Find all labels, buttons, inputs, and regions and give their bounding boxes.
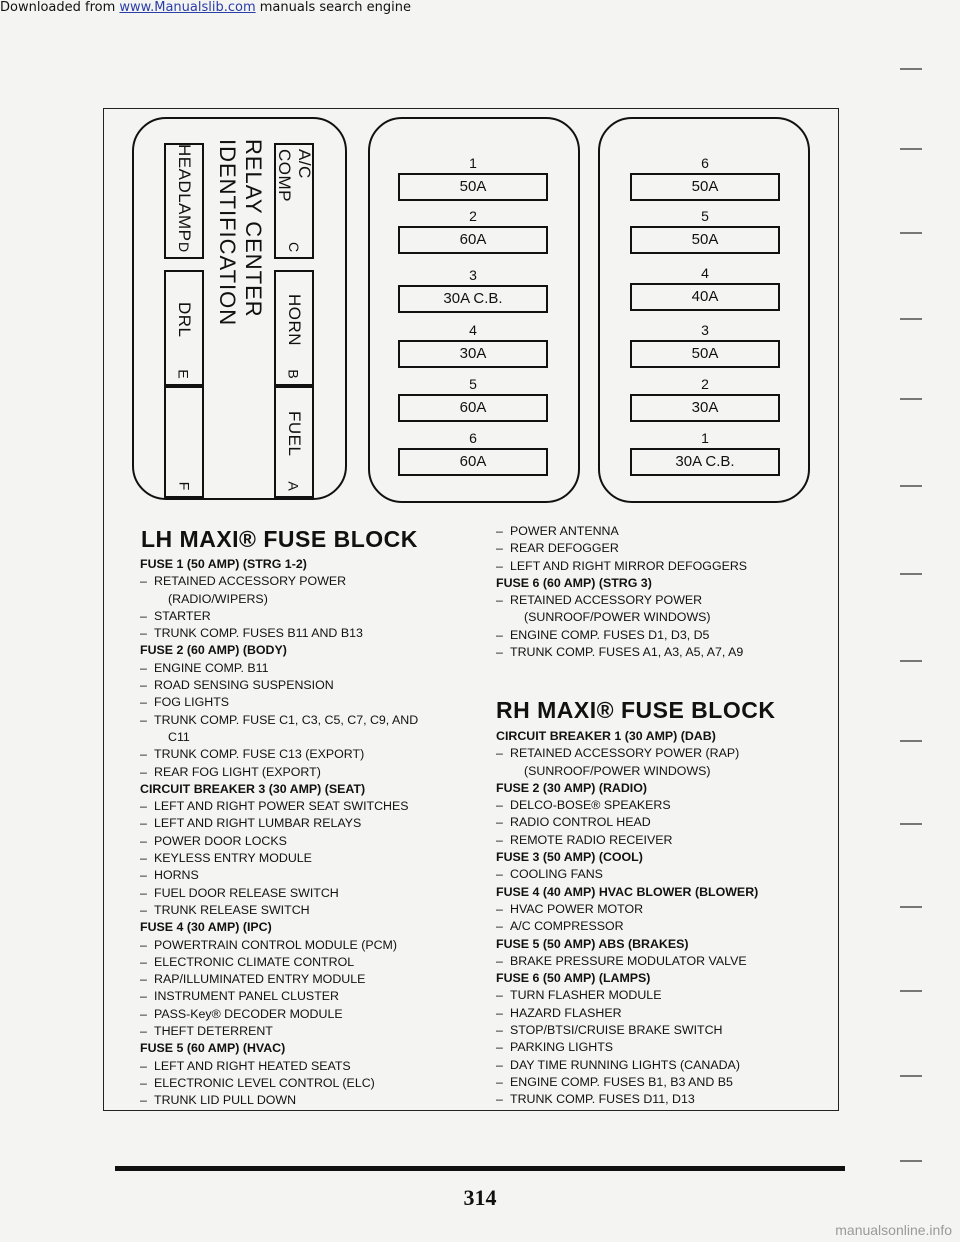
- fuse-number: 5: [701, 208, 709, 224]
- circuit-item: – LEFT AND RIGHT HEATED SEATS: [140, 1058, 485, 1075]
- circuit-item: – TRUNK COMP. FUSE C1, C3, C5, C7, C9, AND: [140, 712, 485, 729]
- page-number: 314: [463, 1185, 497, 1210]
- fuse-heading: FUSE 2 (60 AMP) (BODY): [140, 643, 287, 658]
- tick-mark: [900, 823, 922, 825]
- fuse-number: 3: [701, 322, 709, 338]
- circuit-item: – REAR FOG LIGHT (EXPORT): [140, 764, 485, 781]
- relay-fuel: [274, 386, 314, 498]
- circuit-item: – RAP/ILLUMINATED ENTRY MODULE: [140, 971, 485, 988]
- circuit-item: – TRUNK COMP. FUSES D11, D13: [496, 1091, 826, 1108]
- fuse-slot: 40A: [630, 283, 780, 311]
- circuit-item: – TRUNK COMP. FUSES A1, A3, A5, A7, A9: [496, 644, 826, 661]
- fuse-heading: FUSE 4 (30 AMP) (IPC): [140, 920, 272, 935]
- relay-letter: D: [176, 241, 192, 253]
- circuit-item: – RETAINED ACCESSORY POWER (RAP): [496, 745, 826, 762]
- fuse-number: 4: [701, 265, 709, 281]
- tick-mark: [900, 573, 922, 575]
- circuit-item: – FUEL DOOR RELEASE SWITCH: [140, 885, 485, 902]
- lh-fuse-list: [140, 556, 485, 1110]
- fuse-slot: 50A: [630, 226, 780, 254]
- relay-name: DRL: [175, 302, 194, 338]
- fuse-heading: FUSE 6 (50 AMP) (LAMPS): [496, 971, 651, 986]
- fuse-number: 5: [469, 376, 477, 392]
- circuit-item: – TRUNK LID PULL DOWN: [140, 1092, 485, 1109]
- circuit-item: – TRUNK COMP. FUSE C13 (EXPORT): [140, 746, 485, 763]
- fuse-slot: 60A: [398, 448, 548, 476]
- circuit-item: (RADIO/WIPERS): [168, 591, 268, 606]
- circuit-item: – ENGINE COMP. B11: [140, 660, 485, 677]
- relay-name: HEADLAMP: [175, 144, 194, 242]
- rh-fuse-block-heading: RH MAXI® FUSE BLOCK: [496, 697, 776, 723]
- circuit-item: – LEFT AND RIGHT POWER SEAT SWITCHES: [140, 798, 485, 815]
- fuse-number: 1: [701, 430, 709, 446]
- circuit-item: – INSTRUMENT PANEL CLUSTER: [140, 988, 485, 1005]
- circuit-item: – REAR DEFOGGER: [496, 540, 826, 557]
- circuit-item: – DAY TIME RUNNING LIGHTS (CANADA): [496, 1057, 826, 1074]
- circuit-item: C11: [168, 729, 190, 744]
- circuit-item: (SUNROOF/POWER WINDOWS): [524, 610, 711, 625]
- fuse-heading: FUSE 3 (50 AMP) (COOL): [496, 850, 643, 865]
- fuse-slot: 30A C.B.: [398, 285, 548, 313]
- tick-mark: [900, 485, 922, 487]
- fuse-heading: FUSE 2 (30 AMP) (RADIO): [496, 780, 647, 795]
- rh-fuse-list: [496, 728, 826, 1109]
- relay-name: HORN: [285, 293, 304, 347]
- tick-mark: [900, 148, 922, 150]
- fuse-heading: CIRCUIT BREAKER 1 (30 AMP) (DAB): [496, 729, 716, 743]
- fuse-slot: 30A: [398, 340, 548, 368]
- circuit-item: – STARTER: [140, 608, 485, 625]
- fuse-number: 1: [469, 155, 477, 171]
- fuse-slot: 50A: [630, 173, 780, 201]
- circuit-item: – TRUNK COMP. FUSES B11 AND B13: [140, 625, 485, 642]
- circuit-item: – RADIO CONTROL HEAD: [496, 814, 826, 831]
- fuse-heading: FUSE 1 (50 AMP) (STRG 1-2): [140, 557, 307, 571]
- tick-mark: [900, 318, 922, 320]
- fuse-slot: 30A C.B.: [630, 448, 780, 476]
- tick-mark: [900, 1160, 922, 1162]
- circuit-item: (SUNROOF/POWER WINDOWS): [524, 763, 711, 778]
- circuit-item: – COOLING FANS: [496, 866, 826, 883]
- circuit-item: – POWER DOOR LOCKS: [140, 833, 485, 850]
- fuse-heading: FUSE 5 (50 AMP) ABS (BRAKES): [496, 936, 689, 951]
- circuit-item: – HORNS: [140, 867, 485, 884]
- circuit-item: – POWERTRAIN CONTROL MODULE (PCM): [140, 937, 485, 954]
- relay-headlamp: [164, 143, 204, 259]
- fuse-heading: FUSE 6 (60 AMP) (STRG 3): [496, 575, 652, 590]
- relay-empty: [164, 386, 204, 498]
- lh-fuse-block-heading: LH MAXI® FUSE BLOCK: [141, 526, 418, 552]
- circuit-item: – ENGINE COMP. FUSES D1, D3, D5: [496, 627, 826, 644]
- tick-mark: [900, 398, 922, 400]
- relay-name: FUEL: [285, 411, 304, 457]
- fuse-heading: FUSE 4 (40 AMP) HVAC BLOWER (BLOWER): [496, 884, 759, 899]
- circuit-item: – STOP/BTSI/CRUISE BRAKE SWITCH: [496, 1022, 826, 1039]
- relay-letter: E: [176, 369, 192, 379]
- fuse-slot: 60A: [398, 394, 548, 422]
- circuit-item: – THEFT DETERRENT: [140, 1023, 485, 1040]
- circuit-item: – PASS-Key® DECODER MODULE: [140, 1006, 485, 1023]
- fuse-number: 3: [469, 267, 477, 283]
- fuse-slot: 50A: [398, 173, 548, 201]
- tick-mark: [900, 740, 922, 742]
- circuit-item: – POWER ANTENNA: [496, 523, 826, 540]
- circuit-item: – RETAINED ACCESSORY POWER: [140, 573, 485, 590]
- relay-name: A/C COMP: [275, 149, 314, 202]
- manualslib-link[interactable]: www.Manualslib.com: [119, 0, 256, 15]
- tick-mark: [900, 660, 922, 662]
- circuit-item: – ROAD SENSING SUSPENSION: [140, 677, 485, 694]
- circuit-item: – KEYLESS ENTRY MODULE: [140, 850, 485, 867]
- fuse-number: 2: [701, 376, 709, 392]
- circuit-item: – LEFT AND RIGHT LUMBAR RELAYS: [140, 815, 485, 832]
- circuit-item: – REMOTE RADIO RECEIVER: [496, 832, 826, 849]
- circuit-item: – TURN FLASHER MODULE: [496, 987, 826, 1004]
- tick-mark: [900, 1075, 922, 1077]
- circuit-item: – ENGINE COMP. FUSES B1, B3 AND B5: [496, 1074, 826, 1091]
- circuit-item: – A/C COMPRESSOR: [496, 918, 826, 935]
- fuse-number: 6: [701, 155, 709, 171]
- download-banner: [0, 0, 411, 15]
- tick-mark: [900, 68, 922, 70]
- circuit-item: – HVAC POWER MOTOR: [496, 901, 826, 918]
- fuse-number: 2: [469, 208, 477, 224]
- relay-letter: A: [286, 481, 302, 491]
- relay-ac-comp: [274, 143, 314, 259]
- banner-suffix: manuals search engine: [255, 0, 412, 15]
- relay-letter: F: [176, 481, 192, 491]
- fuse-slot: 30A: [630, 394, 780, 422]
- fuse-slot: 60A: [398, 226, 548, 254]
- lh-fuse-panel: [368, 117, 580, 503]
- relay-drl: [164, 270, 204, 386]
- relay-center-panel: [132, 117, 347, 500]
- circuit-item: – TRUNK RELEASE SWITCH: [140, 902, 485, 919]
- fuse-slot: 50A: [630, 340, 780, 368]
- watermark: manualsonline.info: [835, 1222, 952, 1238]
- tick-mark: [900, 990, 922, 992]
- relay-letter: C: [286, 241, 302, 253]
- relay-horn: [274, 270, 314, 386]
- tick-mark: [900, 906, 922, 908]
- banner-prefix: Downloaded from: [0, 0, 120, 15]
- fuse-heading: CIRCUIT BREAKER 3 (30 AMP) (SEAT): [140, 781, 366, 796]
- circuit-item: – BRAKE PRESSURE MODULATOR VALVE: [496, 953, 826, 970]
- circuit-item: – RETAINED ACCESSORY POWER: [496, 592, 826, 609]
- circuit-item: – DELCO-BOSE® SPEAKERS: [496, 797, 826, 814]
- fuse-number: 6: [469, 430, 477, 446]
- tick-mark: [900, 232, 922, 234]
- circuit-item: – PARKING LIGHTS: [496, 1039, 826, 1056]
- fuse-number: 4: [469, 322, 477, 338]
- rh-continued-list: [496, 523, 826, 661]
- relay-center-title: [215, 139, 266, 485]
- footer-rule: [115, 1166, 845, 1171]
- relay-title-text: RELAY CENTER IDENTIFICATION: [215, 139, 266, 327]
- circuit-item: – HAZARD FLASHER: [496, 1005, 826, 1022]
- circuit-item: – FOG LIGHTS: [140, 694, 485, 711]
- circuit-item: – LEFT AND RIGHT MIRROR DEFOGGERS: [496, 558, 826, 575]
- rh-fuse-panel: [598, 117, 810, 503]
- relay-letter: B: [286, 369, 302, 379]
- circuit-item: – ELECTRONIC CLIMATE CONTROL: [140, 954, 485, 971]
- circuit-item: – ELECTRONIC LEVEL CONTROL (ELC): [140, 1075, 485, 1092]
- fuse-heading: FUSE 5 (60 AMP) (HVAC): [140, 1041, 286, 1056]
